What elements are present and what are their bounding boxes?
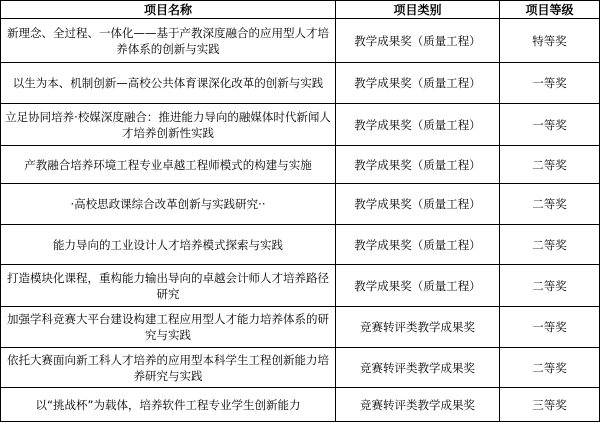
project-name: 立足协同培养·校媒深度融合：推进能力导向的融媒体时代新闻人才培养创新性实践 <box>1 104 336 146</box>
project-name: ·高校思政课综合改革创新与实践研究·· <box>1 184 336 225</box>
project-name: 以生为本、机制创新—高校公共体育课深化改革的创新与实践 <box>1 63 336 104</box>
header-category: 项目类别 <box>336 1 500 19</box>
table-row <box>1 265 600 307</box>
header-name: 项目名称 <box>1 1 336 19</box>
project-category: 竞赛转评类教学成果奖 <box>336 388 500 422</box>
project-category: 教学成果奖（质量工程） <box>336 225 500 265</box>
table-row <box>1 348 600 388</box>
table-row <box>1 184 600 225</box>
project-name: 打造模块化课程，重构能力输出导向的卓越会计师人才培养路径研究 <box>1 265 336 307</box>
project-category: 教学成果奖（质量工程） <box>336 184 500 225</box>
project-name: 新理念、全过程、一体化——基于产教深度融合的应用型人才培养体系的创新与实践 <box>1 19 336 63</box>
project-category: 教学成果奖（质量工程） <box>336 104 500 146</box>
project-name: 能力导向的工业设计人才培养模式探索与实践 <box>1 225 336 265</box>
project-level: 一等奖 <box>500 63 600 104</box>
project-level: 特等奖 <box>500 19 600 63</box>
project-category: 教学成果奖（质量工程） <box>336 265 500 307</box>
project-category: 竞赛转评类教学成果奖 <box>336 348 500 388</box>
table-row <box>1 146 600 184</box>
project-level: 二等奖 <box>500 146 600 184</box>
table-row <box>1 63 600 104</box>
project-level: 二等奖 <box>500 225 600 265</box>
header-level: 项目等级 <box>500 1 600 19</box>
table-row <box>1 104 600 146</box>
project-category: 教学成果奖（质量工程） <box>336 146 500 184</box>
project-level: 二等奖 <box>500 265 600 307</box>
project-level: 二等奖 <box>500 184 600 225</box>
table-row <box>1 19 600 63</box>
project-name: 以“挑战杯”为载体，培养软件工程专业学生创新能力 <box>1 388 336 422</box>
project-name: 加强学科竞赛大平台建设构建工程应用型人才能力培养体系的研究与实践 <box>1 307 336 348</box>
project-level: 二等奖 <box>500 348 600 388</box>
project-level: 一等奖 <box>500 104 600 146</box>
header-row <box>1 1 600 19</box>
project-name: 产教融合培养环境工程专业卓越工程师模式的构建与实施 <box>1 146 336 184</box>
table-row <box>1 225 600 265</box>
project-category: 教学成果奖（质量工程） <box>336 19 500 63</box>
project-category: 教学成果奖（质量工程） <box>336 63 500 104</box>
table-row <box>1 388 600 422</box>
project-level: 一等奖 <box>500 307 600 348</box>
project-category: 竞赛转评类教学成果奖 <box>336 307 500 348</box>
table-row <box>1 307 600 348</box>
project-level: 三等奖 <box>500 388 600 422</box>
project-name: 依托大赛面向新工科人才培养的应用型本科学生工程创新能力培养研究与实践 <box>1 348 336 388</box>
